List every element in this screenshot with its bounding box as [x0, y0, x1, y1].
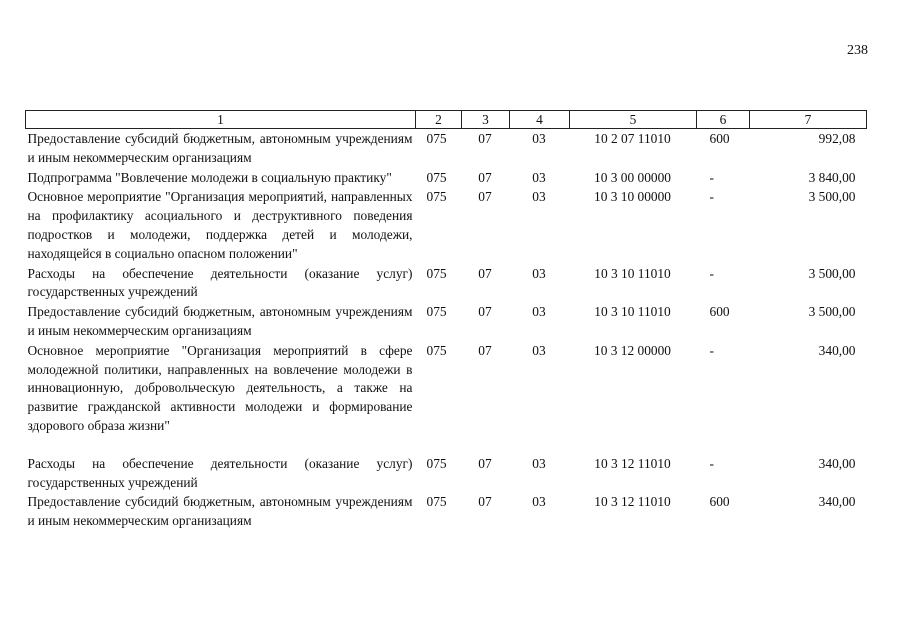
- row-vr: -: [709, 189, 714, 205]
- row-razdel: 07: [478, 455, 492, 471]
- row-ved: 075: [426, 455, 447, 471]
- row-name: Предоставление субсидий бюджетным, автономным учреждениям и иным некоммерческим организациям: [27, 304, 413, 338]
- table-row: [26, 302, 867, 341]
- table-row: [26, 168, 867, 188]
- row-ved: 075: [426, 342, 447, 358]
- row-csr: 10 2 07 11010: [594, 131, 671, 146]
- row-razdel: 07: [478, 131, 492, 146]
- table-row: [26, 454, 867, 493]
- row-razdel: 07: [478, 189, 492, 205]
- row-ved: 075: [426, 169, 447, 185]
- row-name: Предоставление субсидий бюджетным, автономным учреждениям и иным некоммерческим организациям: [27, 131, 413, 165]
- row-podrazdel: 03: [532, 189, 546, 205]
- row-csr: 10 3 10 11010: [594, 304, 671, 320]
- row-ved: 075: [426, 131, 447, 146]
- table-row: [26, 341, 867, 436]
- row-podrazdel: 03: [532, 304, 546, 320]
- row-csr: 10 3 12 00000: [594, 342, 671, 358]
- row-csr: 10 3 10 11010: [594, 265, 671, 281]
- row-vr: 600: [709, 131, 730, 146]
- row-sum: 992,08: [818, 131, 856, 146]
- row-razdel: 07: [478, 342, 492, 358]
- row-name: Основное мероприятие "Организация мероприятий, направленных на профилактику асоциального и деструктивного поведения подростков и молодежи, поддержка детей и молодежи, находящейся в социально опасном положении": [27, 189, 413, 261]
- row-razdel: 07: [478, 265, 492, 281]
- row-sum: 3 840,00: [808, 169, 856, 185]
- row-vr: 600: [709, 494, 730, 510]
- row-podrazdel: 03: [532, 131, 546, 146]
- row-ved: 075: [426, 304, 447, 320]
- budget-table: [25, 110, 867, 531]
- header-col-2: 2: [416, 111, 462, 129]
- header-row: [26, 111, 867, 129]
- row-ved: 075: [426, 189, 447, 205]
- row-ved: 075: [426, 265, 447, 281]
- row-sum: 340,00: [818, 342, 856, 358]
- header-col-5: 5: [570, 111, 697, 129]
- table-row: [26, 187, 867, 263]
- row-vr: -: [709, 169, 714, 185]
- row-sum: 3 500,00: [808, 304, 856, 320]
- row-sum: 3 500,00: [808, 189, 856, 205]
- row-sum: 340,00: [818, 455, 856, 471]
- spacer-cell: [26, 436, 867, 454]
- row-razdel: 07: [478, 494, 492, 510]
- row-razdel: 07: [478, 169, 492, 185]
- header-col-1: 1: [26, 111, 416, 129]
- row-podrazdel: 03: [532, 494, 546, 510]
- row-csr: 10 3 00 00000: [594, 169, 671, 185]
- row-name: Предоставление субсидий бюджетным, автономным учреждениям и иным некоммерческим организациям: [27, 494, 413, 529]
- header-col-3: 3: [462, 111, 510, 129]
- row-podrazdel: 03: [532, 455, 546, 471]
- table-row: [26, 492, 867, 531]
- row-razdel: 07: [478, 304, 492, 320]
- row-csr: 10 3 12 11010: [594, 494, 671, 510]
- row-csr: 10 3 10 00000: [594, 189, 671, 205]
- row-vr: -: [709, 342, 714, 358]
- row-podrazdel: 03: [532, 265, 546, 281]
- row-csr: 10 3 12 11010: [594, 455, 671, 471]
- row-vr: -: [709, 455, 714, 471]
- row-name: Расходы на обеспечение деятельности (оказание услуг) государственных учреждений: [27, 455, 413, 490]
- row-name: Расходы на обеспечение деятельности (оказание услуг) государственных учреждений: [27, 265, 413, 300]
- row-vr: 600: [709, 304, 730, 320]
- row-podrazdel: 03: [532, 169, 546, 185]
- table-row: [26, 129, 867, 168]
- row-sum: 340,00: [818, 494, 856, 510]
- header-col-4: 4: [510, 111, 570, 129]
- row-podrazdel: 03: [532, 342, 546, 358]
- header-col-6: 6: [697, 111, 750, 129]
- row-name: Основное мероприятие "Организация мероприятий в сфере молодежной политики, направленных на вовлечение молодежи в инновационную, добровольческую деятельность, а также на развитие гражданской активности молодежи и формирование здорового образа жизни": [27, 342, 413, 433]
- spacer-row: [26, 436, 867, 454]
- header-col-7: 7: [750, 111, 867, 129]
- row-vr: -: [709, 265, 714, 281]
- table-row: [26, 264, 867, 303]
- row-sum: 3 500,00: [808, 265, 856, 281]
- row-ved: 075: [426, 494, 447, 510]
- row-name: Подпрограмма "Вовлечение молодежи в социальную практику": [27, 169, 392, 185]
- page-number: 238: [847, 43, 868, 58]
